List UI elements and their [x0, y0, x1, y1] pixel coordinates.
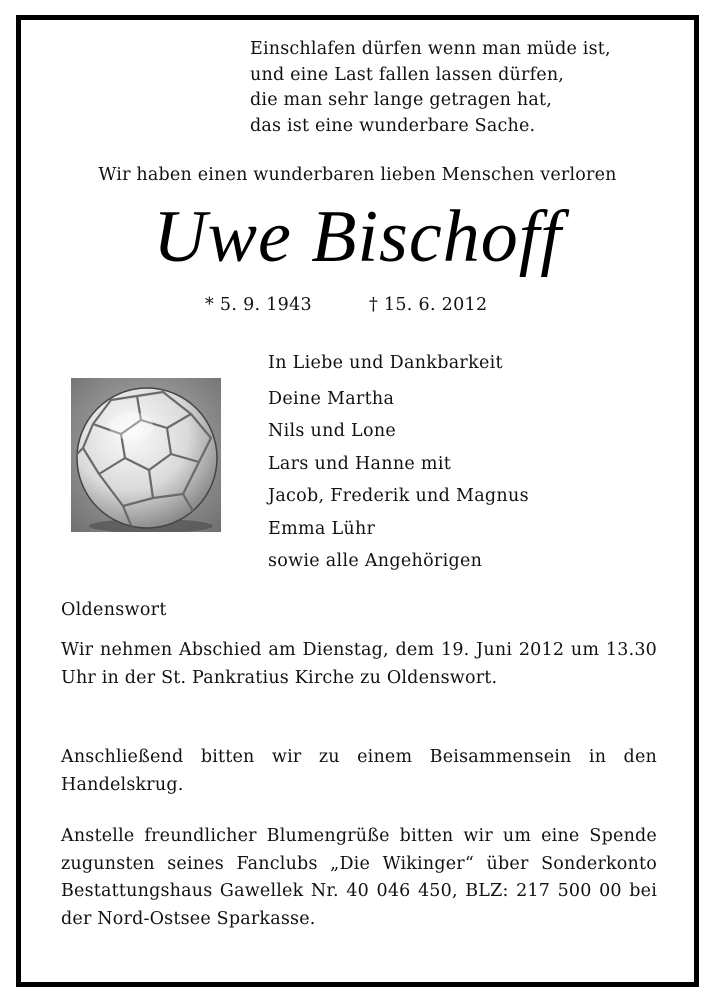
- funeral-notice: Wir nehmen Abschied am Dienstag, dem 19. Juni 2012 um 13.30 Uhr in der St. Pankratius Kirche zu Oldenswort.: [61, 640, 657, 688]
- mourner-name: Nils und Lone: [268, 421, 397, 441]
- obituary-frame: [16, 15, 699, 987]
- mourners-heading: In Liebe und Dankbarkeit: [268, 353, 503, 373]
- gathering-notice: Anschließend bitten wir zu einem Beisammensein in den Handelskrug.: [61, 747, 657, 795]
- deceased-name: Uwe Bischoff: [153, 196, 562, 278]
- donation-notice: Anstelle freundlicher Blumengrüße bitten wir um eine Spende zugunsten seines Fanclubs „Die Wikinger“ über Sonderkonto Bestattungshaus Gawellek Nr. 40 046 450, BLZ: 217 500 00 bei der Nord-Ostsee Sparkasse.: [61, 826, 657, 929]
- poem-line: die man sehr lange getragen hat,: [250, 90, 553, 110]
- mourners-list: [268, 347, 529, 578]
- place-name: Oldenswort: [61, 600, 167, 620]
- poem-line: und eine Last fallen lassen dürfen,: [250, 64, 565, 85]
- mourner-name: Jacob, Frederik und Magnus: [268, 486, 529, 506]
- mourner-name: sowie alle Angehörigen: [268, 551, 483, 571]
- mourner-name: Lars und Hanne mit: [268, 453, 452, 474]
- death-date: † 15. 6. 2012: [369, 295, 488, 315]
- intro-line: Wir haben einen wunderbaren lieben Menschen verloren: [98, 165, 617, 185]
- football-icon: [71, 378, 221, 532]
- birth-date: * 5. 9. 1943: [205, 295, 312, 315]
- mourner-name: Deine Martha: [268, 388, 395, 409]
- poem-line: das ist eine wunderbare Sache.: [250, 115, 536, 136]
- football-photo: [71, 378, 221, 532]
- poem-line: Einschlafen dürfen wenn man müde ist,: [250, 39, 611, 59]
- poem: [250, 37, 611, 139]
- mourner-name: Emma Lühr: [268, 518, 376, 539]
